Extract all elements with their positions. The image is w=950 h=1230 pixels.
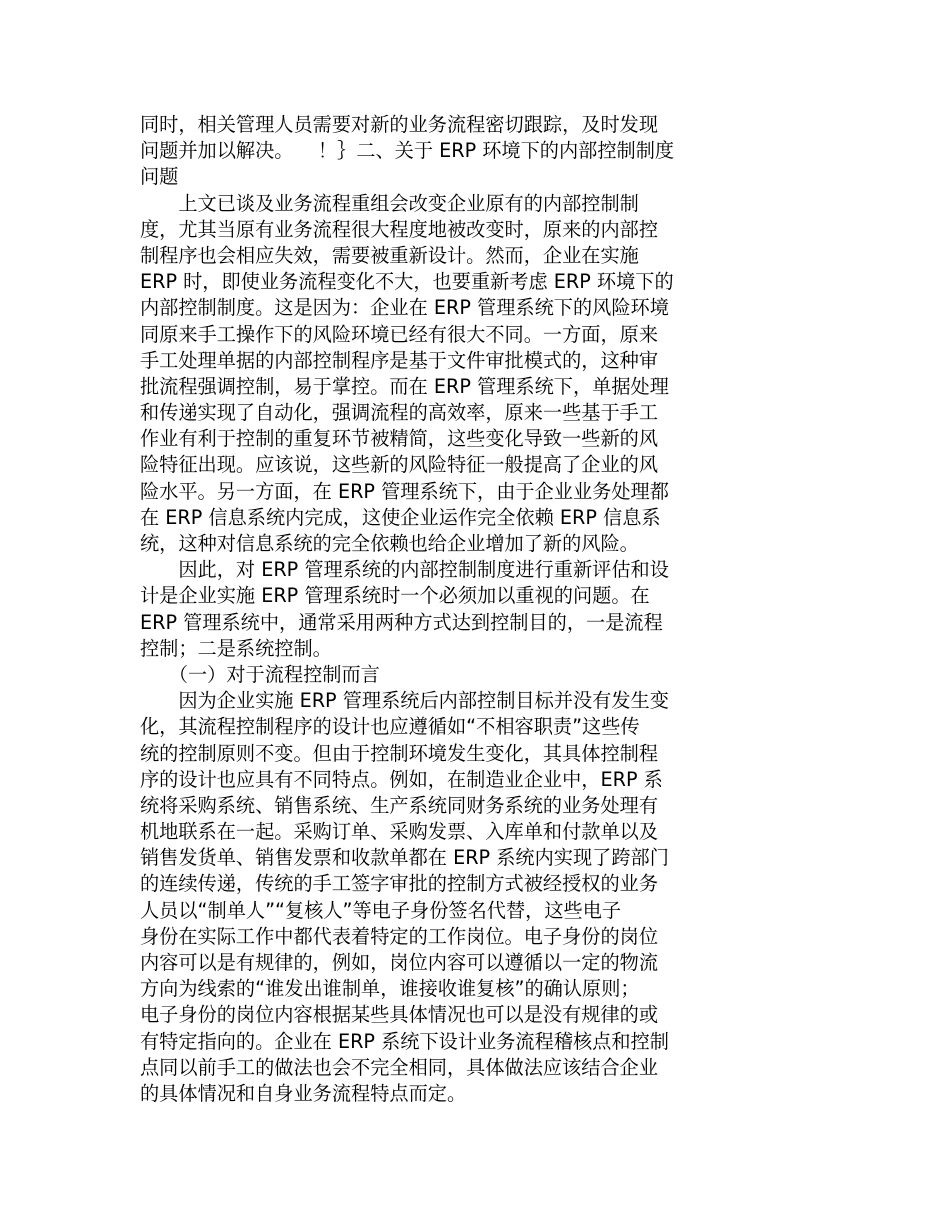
text-line: 内部控制制度。这是因为：企业在 ERP 管理系统下的风险环境 xyxy=(140,296,669,320)
text-line: 控制；二是系统控制。 xyxy=(140,636,332,660)
text-line: 统将采购系统、销售系统、生产系统同财务系统的业务处理有 xyxy=(140,793,659,817)
text-line: 手工处理单据的内部控制程序是基于文件审批模式的，这种审 xyxy=(140,348,659,372)
text-line: 身份在实际工作中都代表着特定的工作岗位。电子身份的岗位 xyxy=(140,924,659,948)
text-line: 机地联系在一起。采购订单、采购发票、入库单和付款单以及 xyxy=(140,820,659,844)
text-line: 同原来手工操作下的风险环境已经有很大不同。一方面，原来 xyxy=(140,322,659,346)
text-line: 和传递实现了自动化，强调流程的高效率，原来一些基于手工 xyxy=(140,401,659,425)
text-line: 统的控制原则不变。但由于控制环境发生变化，其具体控制程 xyxy=(140,741,659,765)
text-line: ERP 时，即使业务流程变化不大，也要重新考虑 ERP 环境下的 xyxy=(140,270,674,294)
text-line: 批流程强调控制，易于掌控。而在 ERP 管理系统下，单据处理 xyxy=(140,374,669,398)
text-line: 制程序也会相应失效，需要被重新设计。然而，企业在实施 xyxy=(140,243,639,267)
text-line: 人员以“制单人”“复核人”等电子身份签名代替，这些电子 xyxy=(140,898,622,922)
text-line: 的连续传递，传统的手工签字审批的控制方式被经授权的业务 xyxy=(140,872,659,896)
text-line: 化，其流程控制程序的设计也应遵循如“不相容职责”这些传 xyxy=(140,715,640,739)
text-line: 险特征出现。应该说，这些新的风险特征一般提高了企业的风 xyxy=(140,453,659,477)
text-line: 因为企业实施 ERP 管理系统后内部控制目标并没有发生变 xyxy=(140,689,669,713)
section-heading: （一）对于流程控制而言 xyxy=(140,662,380,686)
text-line: 上文已谈及业务流程重组会改变企业原有的内部控制制 xyxy=(140,191,639,215)
text-line: 因此，对 ERP 管理系统的内部控制制度进行重新评估和设 xyxy=(140,558,669,582)
text-line: 有特定指向的。企业在 ERP 系统下设计业务流程稽核点和控制 xyxy=(140,1029,669,1053)
text-line: 点同以前手工的做法也会不完全相同，具体做法应该结合企业 xyxy=(140,1055,659,1079)
text-line: 问题并加以解决。 ！｝二、关于 ERP 环境下的内部控制制度 xyxy=(140,139,675,163)
text-line: 序的设计也应具有不同特点。例如，在制造业企业中，ERP 系 xyxy=(140,767,663,791)
text-line: 险水平。另一方面，在 ERP 管理系统下，由于企业业务处理都 xyxy=(140,479,669,503)
text-line: 计是企业实施 ERP 管理系统时一个必须加以重视的问题。在 xyxy=(140,584,650,608)
text-line: 销售发货单、销售发票和收款单都在 ERP 系统内实现了跨部门 xyxy=(140,846,669,870)
text-line: 的具体情况和自身业务流程特点而定。 xyxy=(140,1081,467,1105)
text-line: 内容可以是有规律的，例如，岗位内容可以遵循以一定的物流 xyxy=(140,951,659,974)
text-line: 度，尤其当原有业务流程很大程度地被改变时，原来的内部控 xyxy=(140,217,659,241)
text-line: 同时，相关管理人员需要对新的业务流程密切跟踪，及时发现 xyxy=(140,113,659,136)
text-line: 统，这种对信息系统的完全依赖也给企业增加了新的风险。 xyxy=(140,532,639,555)
text-line: 问题 xyxy=(140,165,179,189)
text-line: 在 ERP 信息系统内完成，这使企业运作完全依赖 ERP 信息系 xyxy=(140,505,661,529)
text-line: ERP 管理系统中，通常采用两种方式达到控制目的，一是流程 xyxy=(140,610,663,634)
text-line: 方向为线索的“谁发出谁制单，谁接收谁复核”的确认原则； xyxy=(140,977,640,1001)
text-line: 电子身份的岗位内容根据某些具体情况也可以是没有规律的或 xyxy=(140,1003,659,1027)
document-page xyxy=(140,112,740,1107)
text-line: 作业有利于控制的重复环节被精简，这些变化导致一些新的风 xyxy=(140,427,659,451)
